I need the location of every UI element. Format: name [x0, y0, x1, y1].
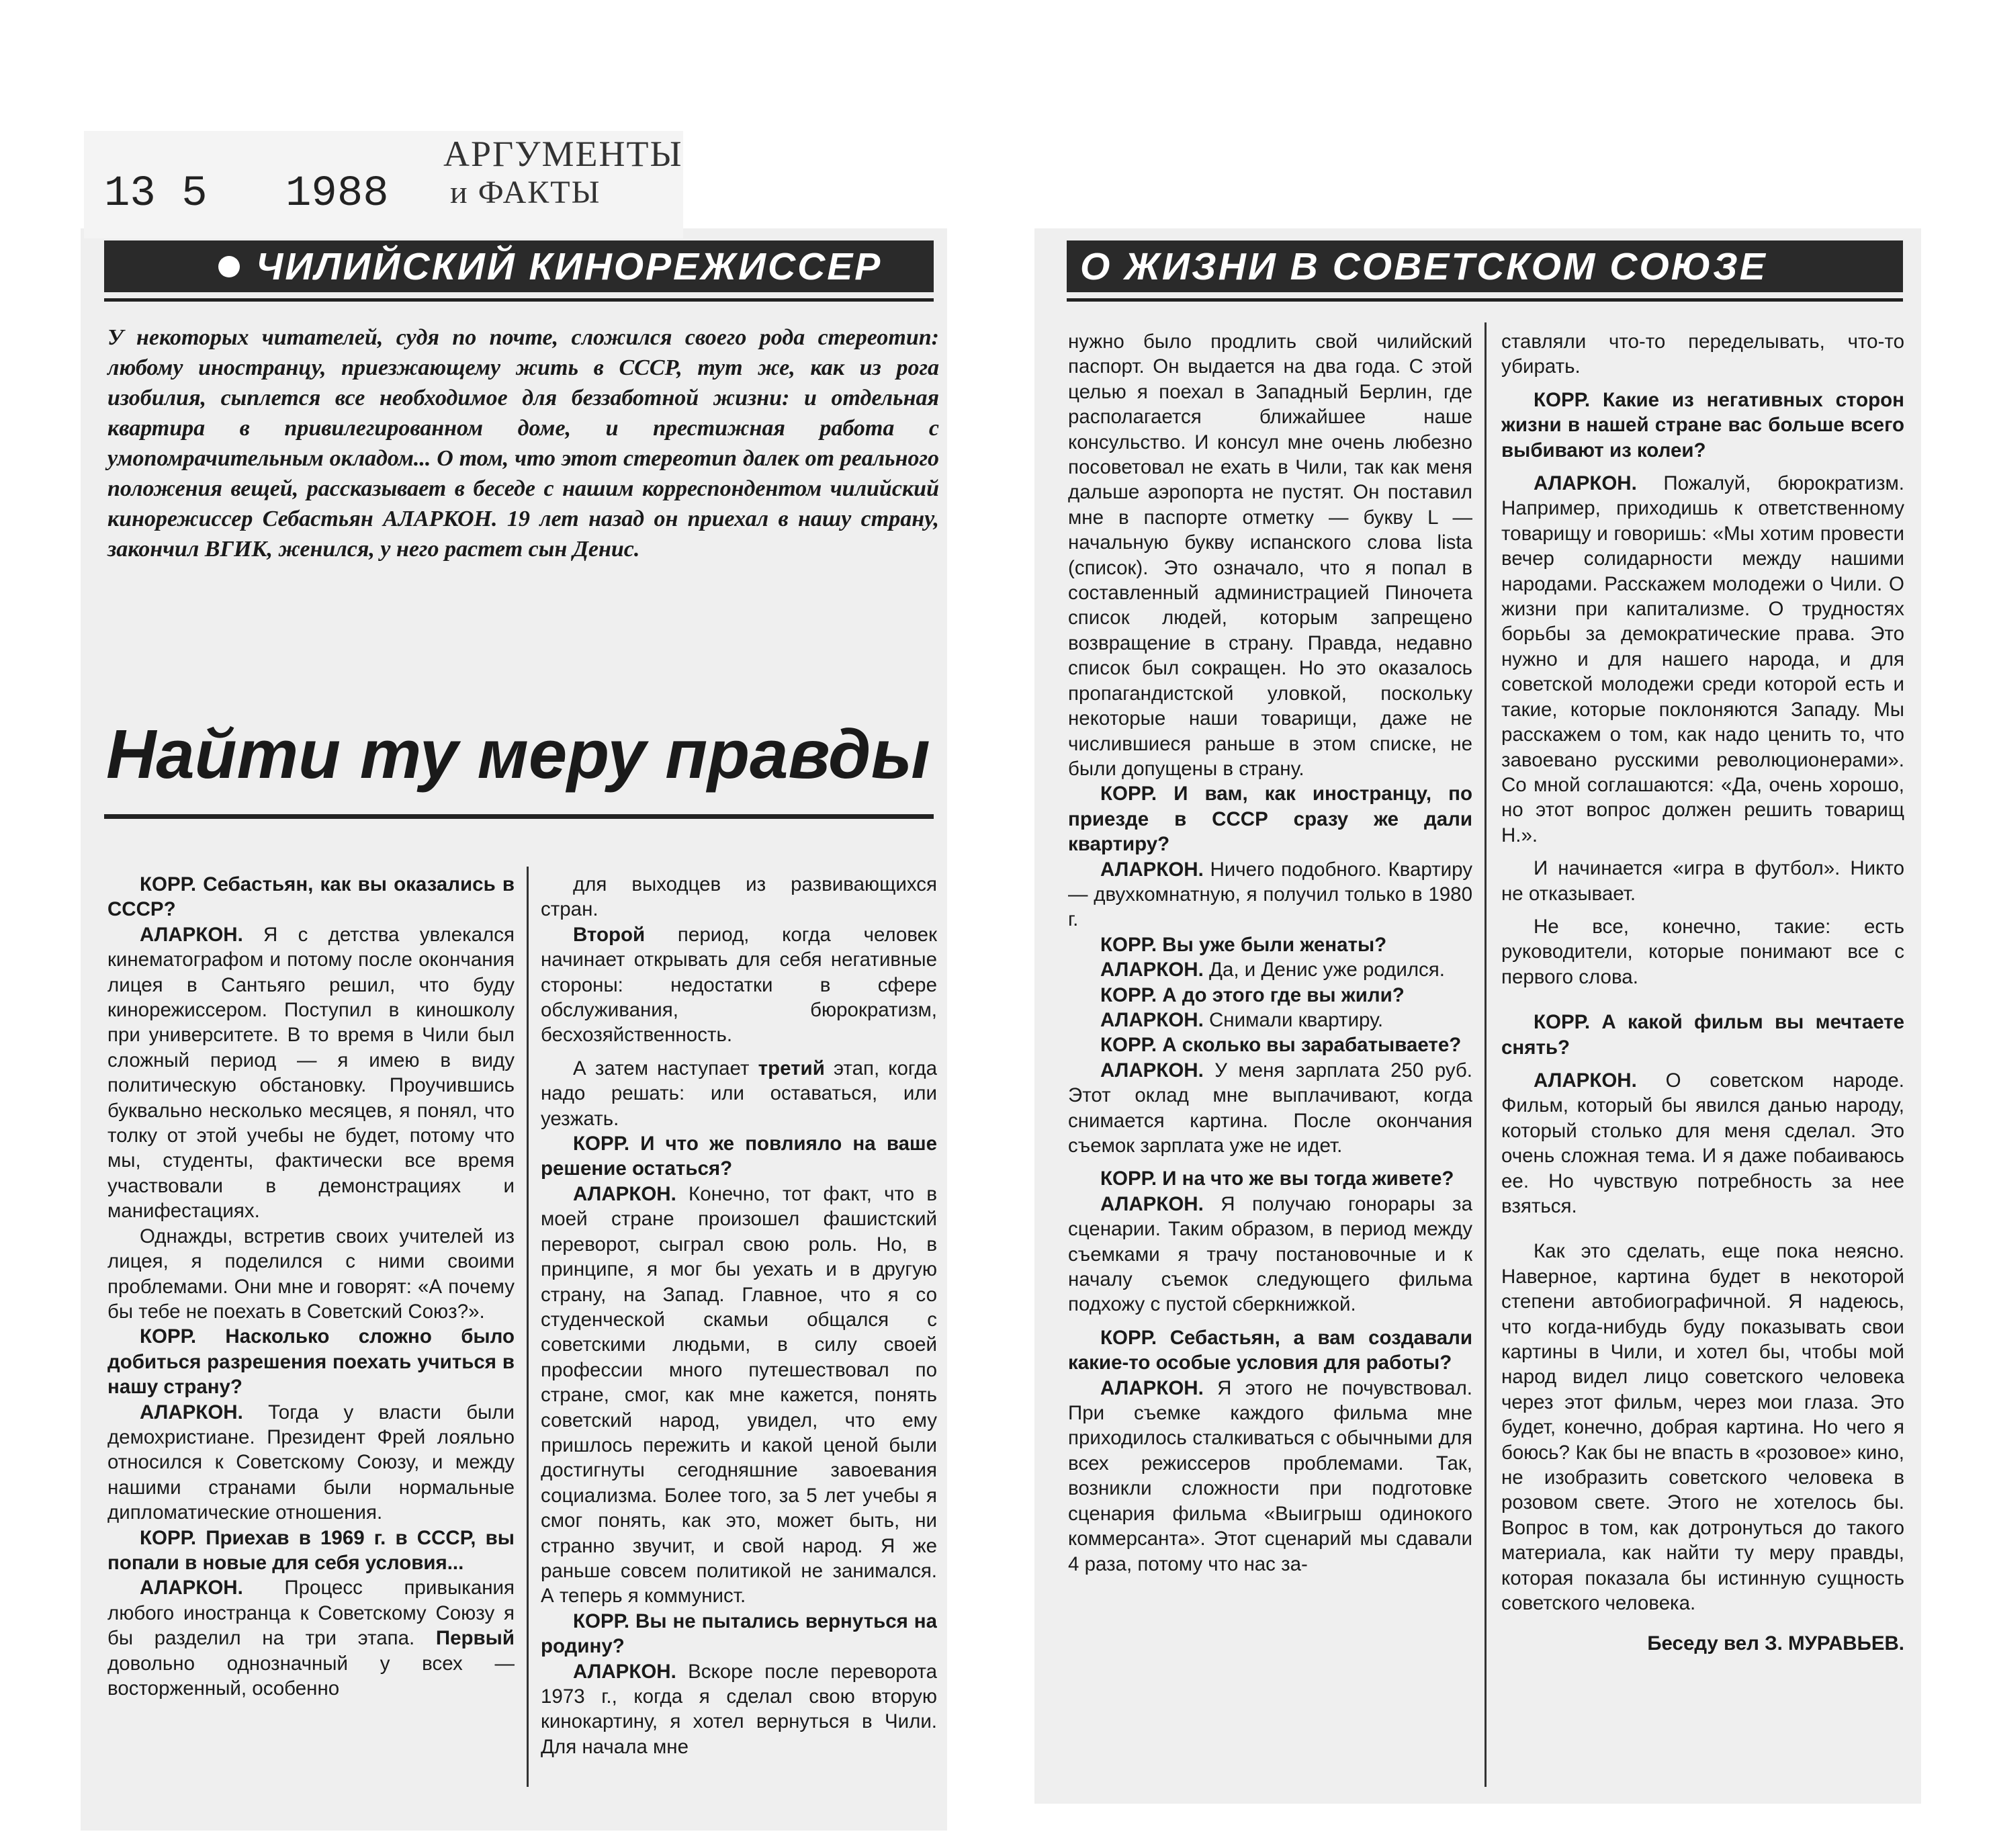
speaker-label: АЛАРКОН.: [1100, 959, 1204, 981]
answer-text: Я с детства увлекался кинематографом и потому после окончания лицея в Сантьяго решил, что буду кинорежиссером. Поступил в киношколу при университете. В то время в Чили был сложный период — я имею в виду политическую обстановку. Проучившись буквально несколько месяцев, я понял, что толку от этой учебы не будет, потому что мы, студенты, фактически все время участвовали в демонстрациях и манифестациях.: [107, 923, 515, 1223]
text-column-2: [541, 872, 937, 1780]
stamp-year: 1988: [285, 170, 389, 218]
answer-paragraph: [541, 1659, 937, 1760]
rubric-left-text: ЧИЛИЙСКИЙ КИНОРЕЖИССЕР: [256, 245, 883, 288]
question-paragraph: [1068, 983, 1472, 1008]
speaker-label: АЛАРКОН.: [1534, 472, 1637, 495]
answer-text: У меня зарплата 250 руб. Этот оклад мне выплачивают, когда снимается картина. После окончания съемок зарплата уже не идет.: [1068, 1059, 1472, 1157]
question-text: КОРР. И вам, как иностранцу, по приезде в СССР сразу же дали квартиру?: [1068, 783, 1472, 856]
speaker-label: АЛАРКОН.: [1100, 1376, 1204, 1399]
question-paragraph: [541, 1131, 937, 1182]
body-paragraph: [541, 1056, 937, 1131]
emphasis-text: Первый: [414, 1627, 515, 1650]
text-column-3: [1068, 329, 1472, 1780]
publication-line1: АРГУМЕНТЫ: [443, 134, 683, 174]
speaker-label: АЛАРКОН.: [1534, 1069, 1637, 1092]
body-text: А затем наступает: [573, 1057, 750, 1080]
emphasis-text: третий: [749, 1057, 825, 1080]
question-text: КОРР. Вы не пытались вернуться на родину?: [541, 1610, 937, 1658]
body-paragraph: Не все, конечно, такие: есть руководители, которые понимают все с первого слова.: [1501, 915, 1904, 988]
question-paragraph: [107, 1526, 515, 1576]
publication-title: [443, 134, 683, 212]
answer-paragraph: [1068, 1058, 1472, 1159]
speaker-label: АЛАРКОН.: [1100, 1192, 1204, 1215]
question-paragraph: [107, 1324, 515, 1399]
question-text: КОРР. И на что же вы тогда живете?: [1100, 1168, 1454, 1190]
answer-text: Пожалуй, бюрократизм. Например, приходишь к ответственному товарищу и говоришь: «Мы хотим провести вечер солидарности между нашими народами. Расскажем молодежи о Чили. О жизни при капитализме. О трудностях борьбы за демократические права. Это нужно и для нашего народа, и для советской молодежи среди которой есть и такие, которые поклоняются Западу. Мы расскажем о том, как надо ценить то, что завоевано русскими революционерами». Со мной соглашаются: «Да, очень хорошо, но этот вопрос должен решить товарищ Н.».: [1501, 472, 1904, 846]
banner-underline-left: [104, 298, 934, 302]
answer-paragraph: [1068, 957, 1472, 982]
answer-paragraph: [1068, 1008, 1472, 1032]
speaker-label: АЛАРКОН.: [573, 1660, 676, 1683]
question-paragraph: [1068, 1325, 1472, 1376]
answer-text: Ничего подобного. Квартиру — двухкомнатную, я получил только в 1980 г.: [1068, 858, 1472, 931]
banner-underline-right: [1067, 298, 1903, 302]
question-paragraph: [1068, 1032, 1472, 1057]
question-paragraph: [1068, 1166, 1472, 1191]
author-signature: Беседу вел З. МУРАВЬЕВ.: [1647, 1632, 1904, 1655]
question-text: КОРР. А какой фильм вы мечтаете снять?: [1501, 1011, 1904, 1059]
answer-paragraph: [107, 1575, 515, 1701]
answer-text-cont: довольно однозначный у всех — восторженный, особенно: [107, 1652, 515, 1700]
text-column-1: [107, 872, 515, 1780]
speaker-label: АЛАРКОН.: [1100, 1008, 1204, 1031]
body-paragraph: [541, 922, 937, 1048]
speaker-label: АЛАРКОН.: [573, 1182, 676, 1205]
headline-underline: [104, 814, 934, 819]
question-paragraph: [1068, 932, 1472, 957]
stamp-day: 13 5: [104, 170, 208, 218]
bullet-dot-icon: [218, 256, 240, 277]
body-text: период, когда человек начинает открывать для себя негативные стороны: недостатки в сфере обслуживания, бюрократизм, бесхозяйственность.: [541, 923, 937, 1047]
answer-paragraph: [1068, 857, 1472, 932]
question-paragraph: [107, 872, 515, 922]
question-text: КОРР. Приехав в 1969 г. в СССР, вы попали в новые для себя условия...: [107, 1526, 515, 1574]
question-text: КОРР. Насколько сложно было добиться разрешения поехать учиться в нашу страну?: [107, 1325, 515, 1399]
answer-text: Я этого не почувствовал. При съемке каждого фильма мне приходилось сталкиваться с обычными для всех режиссеров проблемами. Так, возникли сложности при подготовке сценария фильма «Выигрыш одинокого коммерсанта». Этот сценарий мы сдавали 4 раза, потому что нас за-: [1068, 1376, 1472, 1575]
publication-line2: и ФАКТЫ: [450, 175, 601, 210]
answer-text: Снимали квартиру.: [1203, 1008, 1384, 1031]
answer-text: Да, и Денис уже родился.: [1203, 959, 1445, 981]
emphasis-text: Второй: [573, 923, 646, 946]
question-text: КОРР. И что же повлияло на ваше решение остаться?: [541, 1133, 937, 1180]
question-text: КОРР. Себастьян, а вам создавали какие-то особые условия для работы?: [1068, 1326, 1472, 1374]
question-paragraph: [1068, 781, 1472, 856]
text-column-4: [1501, 329, 1904, 1780]
rubric-banner-left: [104, 240, 934, 292]
body-paragraph: Однажды, встретив своих учителей из лицея, я поделился с ними своими проблемами. Они мне и говорят: «А почему бы тебе не поехать в Советский Союз?».: [107, 1225, 515, 1323]
answer-text: Вскоре после переворота 1973 г., когда я сделал свою вторую кинокартину, я хотел вернуться в Чили. Для начала мне: [541, 1660, 937, 1758]
speaker-label: АЛАРКОН.: [1100, 1059, 1204, 1082]
body-paragraph: И начинается «игра в футбол». Никто не отказывает.: [1501, 857, 1904, 905]
question-paragraph: [1501, 388, 1904, 463]
answer-paragraph: [1068, 1192, 1472, 1317]
question-paragraph: [1501, 1010, 1904, 1060]
lead-paragraph: У некоторых читателей, судя по почте, сложился своего рода стереотип: любому иностранцу, приезжающему жить в СССР, тут же, как из рога изобилия, сыплется все необходимое для беззаботной жизни: и отдельная квартира в привилегированном доме, и престижная работа с умопомрачительным окладом... О том, что этот стереотип далек от реального положения вещей, рассказывает в беседе с нашим корреспондентом чилийский кинорежиссер Себастьян АЛАРКОН. 19 лет назад он приехал в нашу страну, закончил ВГИК, женился, у него растет сын Денис.: [107, 325, 939, 562]
speaker-label: АЛАРКОН.: [140, 1401, 243, 1423]
body-paragraph: для выходцев из развивающихся стран.: [541, 873, 937, 921]
speaker-label: АЛАРКОН.: [1100, 858, 1204, 881]
question-text: КОРР. Какие из негативных сторон жизни в нашей стране вас больше всего выбивают из колеи?: [1501, 388, 1904, 461]
answer-text: О советском народе. Фильм, который бы явился данью народу, который столько для меня сделал. Это очень сложная тема. И я даже побаиваюсь ее. Но чувствую потребность за нее взяться.: [1501, 1069, 1904, 1217]
answer-text: Тогда у власти были демохристиане. Президент Фрей лояльно относился к Советскому Союзу, и между нашими странами были нормальные дипломатические отношения.: [107, 1401, 515, 1524]
column-divider-1: [527, 867, 529, 1787]
answer-text: Конечно, тот факт, что в моей стране произошел фашистский переворот, сыграл свою роль. Но, в принципе, я мог бы уехать и в другую страну, на Запад. Главное, что я со студенческой скамьи общался с советскими людьми, в силу своей профессии много путешествовал по стране, смог, как мне кажется, понять советский народ, увидел, что ему пришлось пережить и какой ценой были достигнуты сегодняшние завоевания социализма. Более того, за 5 лет учебы я смог понять, как это, может быть, ни странно звучит, и свой народ. Я же раньше совсем политикой не занимался. А теперь я коммунист.: [541, 1182, 937, 1608]
question-text: КОРР. А до этого где вы жили?: [1100, 983, 1405, 1006]
body-paragraph: ставляли что-то переделывать, что-то убирать.: [1501, 331, 1904, 378]
answer-paragraph: [1501, 1068, 1904, 1219]
article-headline: Найти ту меру правды: [106, 715, 930, 793]
rubric-right-text: О ЖИЗНИ В СОВЕТСКОМ СОЮЗЕ: [1080, 245, 1767, 288]
body-text-cont: этап, когда надо решать: или оставаться, или уезжать.: [541, 1057, 937, 1130]
answer-paragraph: [107, 1400, 515, 1526]
speaker-label: АЛАРКОН.: [140, 1577, 243, 1599]
question-text: КОРР. А сколько вы зарабатываете?: [1100, 1034, 1462, 1057]
body-paragraph: Как это сделать, еще пока неясно. Наверное, картина будет в некоторой степени автобиографичной. Я надеюсь, что когда-нибудь буду показывать свои картины в Чили, и хотел бы, чтобы мой народ видел лицо советского человека через этот фильм, через мои глаза. Это будет, конечно, добрая картина. Но чего я боюсь? Как бы не впасть в «розовое» кино, не изобразить советского человека в розовом свете. Этого не хотелось бы. Вопрос в том, как дотронуться до такого материала, как найти ту меру правды, которая показала бы истинную сущность советского человека.: [1501, 1240, 1904, 1615]
answer-text: Процесс привыкания любого иностранца к Советскому Союзу я бы разделил на три этапа.: [107, 1577, 515, 1650]
answer-text: Я получаю гонорары за сценарии. Таким образом, в период между съемками я трачу постановочные и к началу съемок следующего фильма подхожу с пустой сберкнижкой.: [1068, 1192, 1472, 1316]
answer-paragraph: [1501, 471, 1904, 848]
rubric-banner-right: [1067, 240, 1903, 292]
answer-paragraph: [107, 922, 515, 1224]
answer-paragraph: [1068, 1376, 1472, 1577]
archive-stamp: [84, 131, 683, 238]
column-divider-2: [1485, 322, 1487, 1787]
question-text: КОРР. Себастьян, как вы оказались в СССР?: [107, 873, 515, 921]
speaker-label: АЛАРКОН.: [140, 923, 243, 946]
question-text: КОРР. Вы уже были женаты?: [1100, 933, 1387, 956]
body-paragraph: нужно было продлить свой чилийский паспорт. Он выдается на два года. С этой целью я поехал в Западный Берлин, где располагается ближайшее наше консульство. И консул мне очень любезно посоветовал не ехать в Чили, так как меня дальше аэропорта не пустят. Он поставил мне в паспорте отметку — букву L — начальную букву испанского слова lista (список). Это означало, что я попал в составленный администрацией Пиночета список людей, которым запрещено возвращение в страну. Правда, недавно список был сокращен. Но это оказалось пропагандистской уловкой, поскольку некоторые наши товарищи, даже не числившиеся раньше в этом списке, не были допущены в страну.: [1068, 331, 1472, 780]
question-paragraph: [541, 1609, 937, 1659]
answer-paragraph: [541, 1182, 937, 1609]
